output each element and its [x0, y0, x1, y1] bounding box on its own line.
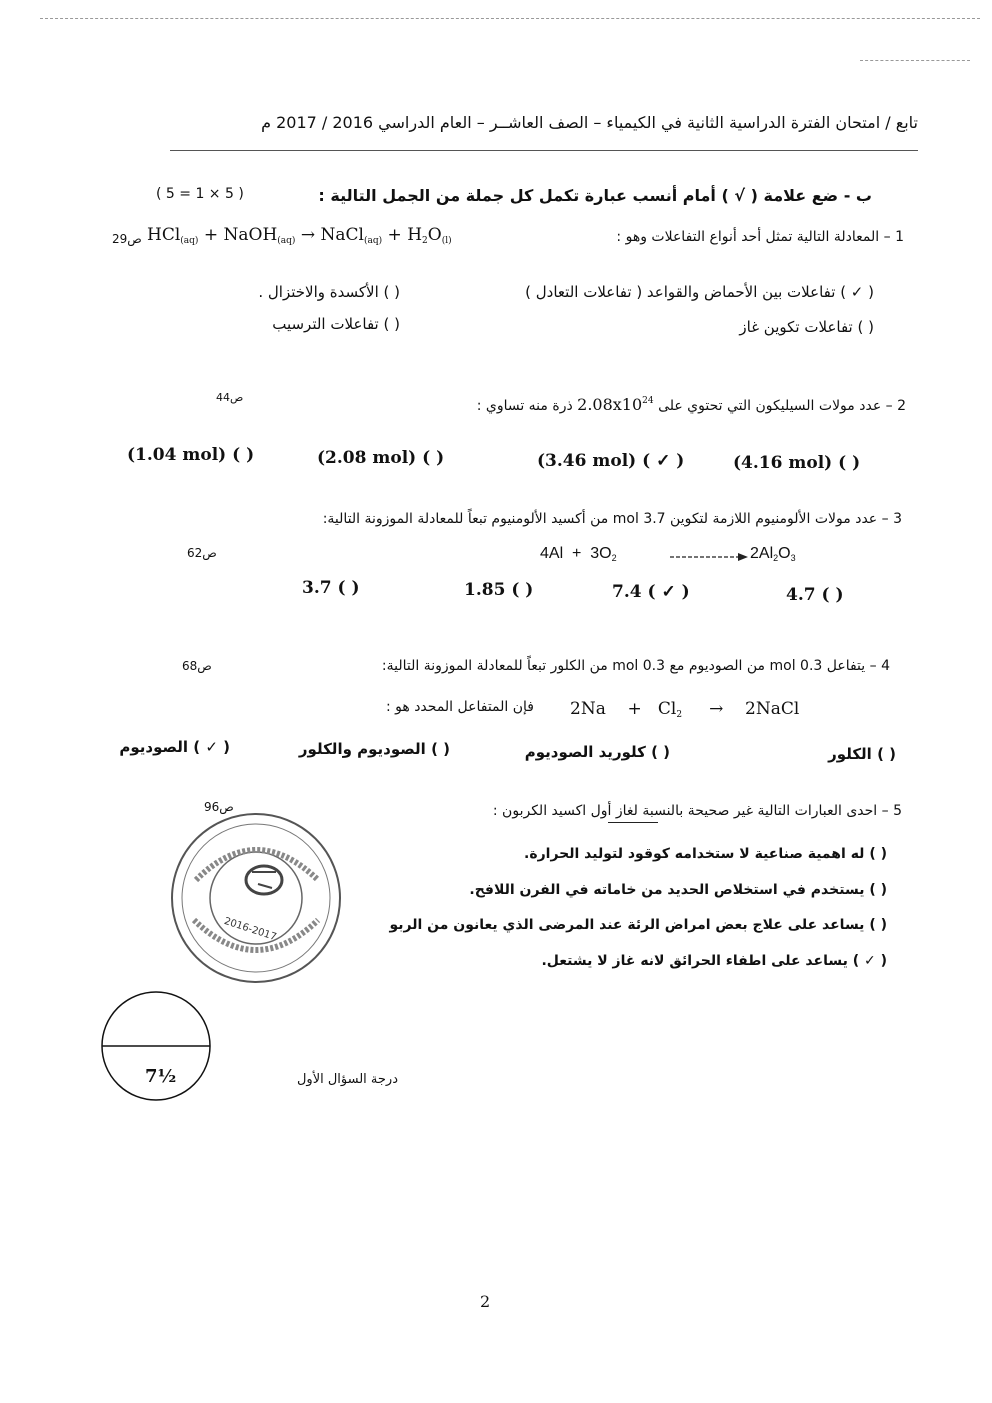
q3-option-2-mark[interactable]: ( ✓ )	[647, 582, 690, 602]
q5-text: 5 – احدى العبارات التالية غير صحيحة بالنسبة لغاز أول اكسيد الكربون :	[492, 803, 902, 819]
q2-option-4[interactable]	[127, 445, 254, 465]
section-heading: ب - ضع علامة ( √ ) أمام أنسب عبارة تكمل كل جملة من الجمل التالية :	[318, 186, 872, 205]
q4-option-3-text: كلوريد الصوديوم	[524, 743, 646, 761]
q3-equation: $4Al + 3O_2$	[540, 545, 617, 563]
q3-option-3-value: 1.85	[464, 580, 506, 600]
q4-option-3[interactable]	[525, 743, 670, 761]
page-number: 2	[480, 1292, 491, 1311]
q2-option-2-value: (4.16 mol)	[733, 453, 833, 473]
q4-equation: 2Na + $Cl_2$ → 2NaCl	[570, 699, 800, 720]
q3-product: $2Al_2O_3$	[750, 545, 796, 563]
top-border	[40, 18, 980, 19]
q3-option-3-mark[interactable]: ( )	[511, 580, 534, 600]
q1-option-4-text: تفاعلات الترسيب	[272, 315, 379, 333]
q3-option-1-value: 4.7	[786, 585, 816, 605]
q2-option-2[interactable]	[733, 453, 860, 473]
q2-option-2-mark[interactable]: ( )	[838, 453, 861, 473]
official-stamp-icon	[168, 810, 344, 986]
exam-header-title: تابع / امتحان الفترة الدراسية الثانية في الكيمياء – الصف العاشــر – العام الدراسي 2016 / 2017 م	[261, 113, 918, 132]
q1-option-2-mark[interactable]: ( )	[383, 283, 400, 301]
q1-text: 1 – المعادلة التالية تمثل أحد أنواع التفاعلات وهو :	[616, 229, 904, 245]
q5-option-3[interactable]	[389, 917, 887, 933]
q3-option-4-value: 3.7	[302, 578, 332, 598]
q4-option-1-text: الصوديوم	[119, 738, 189, 756]
q1-option-2[interactable]	[258, 283, 400, 301]
q5-page-ref: ص96	[204, 800, 234, 814]
q1-option-1-mark[interactable]: ( ✓ )	[840, 283, 874, 301]
q2-page-ref: ص44	[216, 391, 244, 404]
q2-text: 2 – عدد مولات السيليكون التي تحتوي على $2.08x10^{24}$ ذرة منه تساوي :	[476, 395, 906, 414]
q1-option-4-mark[interactable]: ( )	[383, 315, 400, 333]
q4-option-2[interactable]	[299, 740, 450, 758]
q4-option-4[interactable]	[828, 745, 896, 763]
q2-option-4-value: (1.04 mol)	[127, 445, 227, 465]
q3-option-1-mark[interactable]: ( )	[821, 585, 844, 605]
section-marks: ( 5 = 1 × 5 )	[156, 186, 244, 202]
q1-option-3-mark[interactable]: ( )	[857, 318, 874, 336]
q3-option-4[interactable]	[302, 578, 360, 598]
q1-option-4[interactable]	[272, 315, 400, 333]
q4-limiting-text: فإن المتفاعل المحدد هو :	[385, 699, 534, 715]
q2-option-1-value: (3.46 mol)	[537, 451, 637, 471]
q5-option-2-mark[interactable]: ( )	[869, 882, 887, 898]
q1-page-ref: ص29	[112, 232, 142, 246]
q3-option-1[interactable]	[786, 585, 844, 605]
q5-option-1[interactable]	[524, 846, 887, 862]
q5-option-2[interactable]	[469, 882, 887, 898]
q1-equation: HCl$_{(aq)}$ + NaOH$_{(aq)}$ → NaCl$_{(aq)}$ + $H_2O_{(l)}$	[147, 225, 452, 246]
header-underline	[170, 150, 918, 151]
q5-option-3-mark[interactable]: ( )	[869, 917, 887, 933]
stamp-year: 2016-2017	[222, 915, 278, 944]
score-value: 7½	[145, 1066, 177, 1087]
q5-underline	[608, 822, 658, 823]
q4-option-4-mark[interactable]: ( )	[877, 745, 896, 763]
q5-option-4[interactable]	[541, 953, 887, 969]
q1-option-1[interactable]	[525, 283, 874, 301]
q2-option-3[interactable]	[317, 448, 444, 468]
q3-option-2[interactable]	[612, 582, 690, 602]
q2-option-1-mark[interactable]: ( ✓ )	[642, 451, 685, 471]
score-label: درجة السؤال الأول	[296, 1072, 398, 1087]
q2-option-3-value: (2.08 mol)	[317, 448, 417, 468]
q2-option-4-mark[interactable]: ( )	[232, 445, 255, 465]
q4-option-1[interactable]	[119, 738, 230, 756]
q5-option-2-text: يستخدم في استخلاص الحديد من خاماته في الفرن اللافح.	[469, 882, 865, 898]
q4-text: 4 – يتفاعل 0.3 mol من الصوديوم مع 0.3 mol من الكلور تبعاً للمعادلة الموزونة التالية:	[381, 658, 890, 674]
q5-option-1-mark[interactable]: ( )	[869, 846, 887, 862]
q1-option-1-text: تفاعلات بين الأحماض والقواعد ( تفاعلات التعادل )	[525, 283, 836, 301]
q1-option-2-text: الأكسدة والاختزال .	[258, 283, 379, 301]
q2-option-3-mark[interactable]: ( )	[422, 448, 445, 468]
q3-arrow-icon	[670, 552, 750, 562]
top-border-right	[860, 60, 970, 61]
q2-option-1[interactable]	[537, 451, 684, 471]
q4-option-2-mark[interactable]: ( )	[431, 740, 450, 758]
q4-option-1-mark[interactable]: ( ✓ )	[193, 738, 230, 756]
q3-page-ref: ص62	[187, 546, 217, 560]
q5-option-3-text: يساعد على علاج بعض امراض الرئة عند المرضى الذي يعانون من الربو	[389, 917, 865, 933]
q1-option-3[interactable]	[739, 318, 874, 336]
q4-option-3-mark[interactable]: ( )	[651, 743, 670, 761]
q1-option-3-text: تفاعلات تكوين غاز	[739, 318, 853, 336]
q3-option-3[interactable]	[464, 580, 533, 600]
q4-option-4-text: الكلور	[828, 745, 872, 763]
q3-option-2-value: 7.4	[612, 582, 642, 602]
q4-option-2-text: الصوديوم والكلور	[298, 740, 426, 758]
q5-option-4-mark[interactable]: ( ✓ )	[852, 953, 887, 969]
q4-page-ref: ص68	[182, 659, 212, 673]
q3-text: 3 – عدد مولات الألومنيوم اللازمة لتكوين 3.7 mol من أكسيد الألومنيوم تبعاً للمعادلة الموزونة التالية:	[322, 511, 902, 527]
q5-option-4-text: يساعد على اطفاء الحرائق لانه غاز لا يشتعل.	[541, 953, 848, 969]
q5-option-1-text: له اهمية صناعية لا ستخدامه كوقود لتوليد الحرارة.	[524, 846, 865, 862]
q3-option-4-mark[interactable]: ( )	[337, 578, 360, 598]
